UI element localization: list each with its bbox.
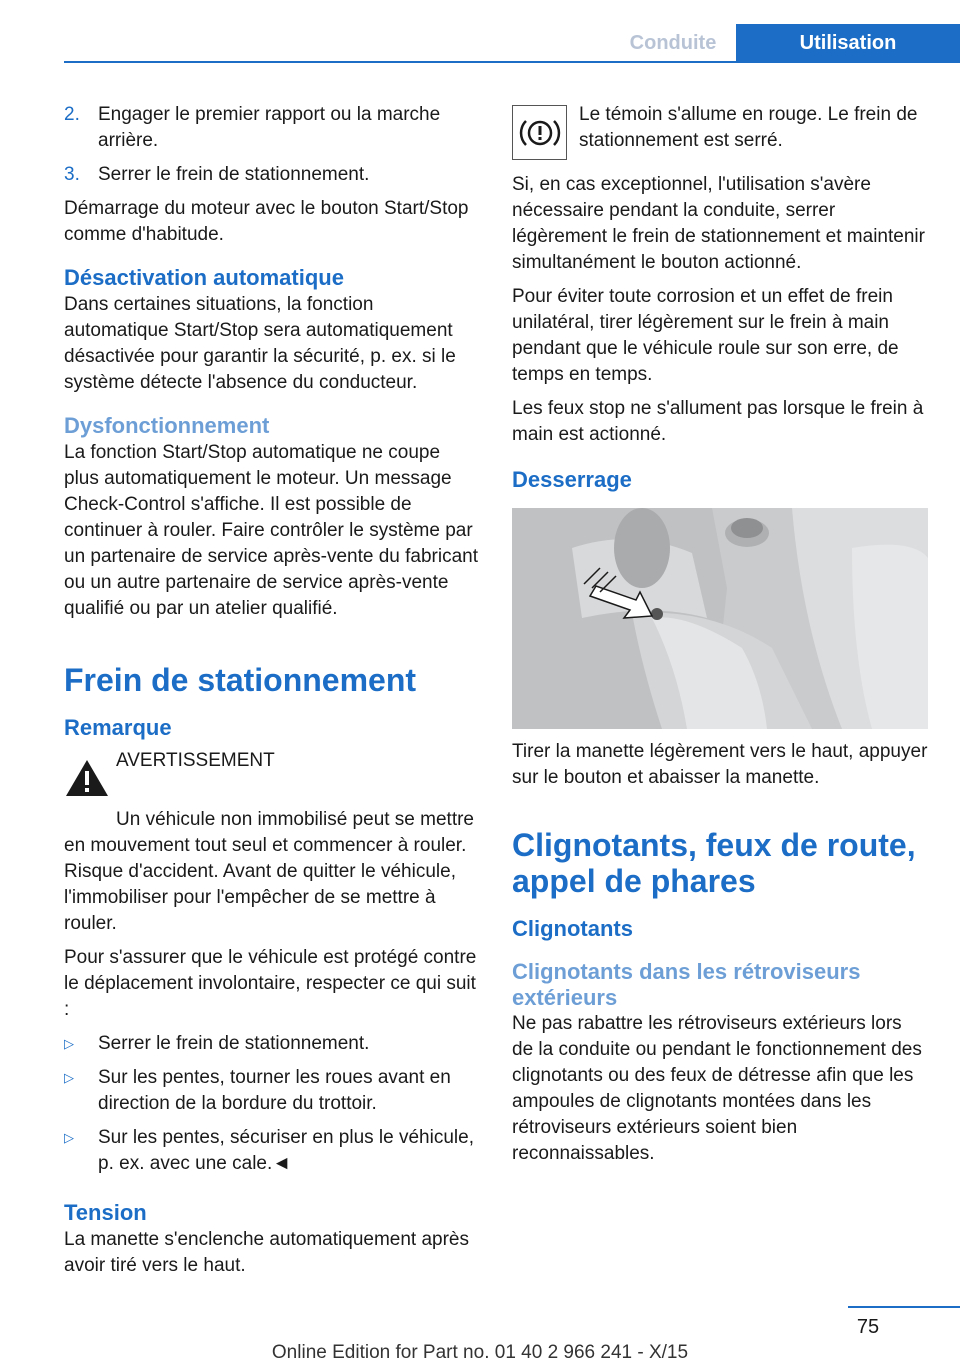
- start-note: Démarrage du moteur avec le bouton Start/Stop comme d'habitude.: [64, 198, 469, 245]
- list-item: [64, 1031, 479, 1057]
- step-text: Serrer le frein de stationnement.: [98, 164, 370, 185]
- parking-brake-warning-icon: [512, 105, 567, 160]
- list-item-text: Serrer le frein de stationnement.: [98, 1033, 370, 1054]
- release-text: Tirer la manette légèrement vers le haut, appuyer sur le bouton et abaisser la manette.: [512, 741, 928, 788]
- step-item: [64, 102, 479, 154]
- parking-brake-lever-image: [512, 508, 928, 729]
- warning-text: Un véhicule non immobilisé peut se mettre en mouvement tout seul et commencer à rouler. Risque d'accident. Avant de quitter le véhicule, l'immobiliser pour l'empêcher de se mettre à rouler.: [64, 809, 475, 934]
- auto-deactivation-text: Dans certaines situations, la fonction automatique Start/Stop sera automatiquement désactivée pour garantir la sécurité, p. ex. si le système détecte l'absence du conducteur.: [64, 294, 456, 393]
- secure-intro: Pour s'assurer que le véhicule est protégé contre le déplacement involontaire, respecter ce qui suit :: [64, 947, 477, 1020]
- list-item-text: Sur les pentes, sécuriser en plus le véhicule, p. ex. avec une cale.◄: [98, 1127, 474, 1174]
- page-header: [0, 24, 960, 62]
- right-column: [512, 102, 928, 1175]
- heading-release: Desserrage: [512, 467, 632, 492]
- indicator-text: Le témoin s'allume en rouge. Le frein de stationnement est serré.: [579, 104, 918, 151]
- heading-auto-deactivation: Désactivation automatique: [64, 265, 344, 290]
- left-column: [64, 102, 479, 1287]
- warning-triangle-icon: [64, 748, 116, 803]
- bullet-triangle-icon: ▷: [64, 1070, 74, 1085]
- heading-mirror-signals: Clignotants dans les rétroviseurs extérieurs: [512, 959, 861, 1010]
- header-rule: [64, 61, 960, 63]
- malfunction-text: La fonction Start/Stop automatique ne coupe plus automatiquement le moteur. Un message Check-Control s'affiche. Il est possible de continuer à rouler. Faire contrôler le système par un partenaire de service après-vente du fabricant ou un autre partenaire de service après-vente qualifié ou par un atelier qualifié.: [64, 442, 479, 619]
- brake-lights-text: Les feux stop ne s'allument pas lorsque le frein à main est actionné.: [512, 398, 924, 445]
- heading-remark: Remarque: [64, 715, 172, 740]
- bullet-triangle-icon: ▷: [64, 1036, 74, 1051]
- heading-clignotants: Clignotants: [512, 916, 633, 941]
- edition-footer: Online Edition for Part no. 01 40 2 966 241 - X/15: [271, 1342, 689, 1362]
- list-item: [64, 1125, 479, 1177]
- page-number: 75: [856, 1316, 880, 1338]
- heading-tension: Tension: [64, 1200, 147, 1225]
- step-text: Engager le premier rapport ou la marche arrière.: [98, 104, 441, 151]
- warning-title: AVERTISSEMENT: [116, 750, 275, 771]
- parking-brake-indicator: [512, 102, 928, 160]
- list-item: [64, 1065, 479, 1117]
- tension-text: La manette s'enclenche automatiquement après avoir tiré vers le haut.: [64, 1229, 469, 1276]
- header-section-conduite: Conduite: [629, 32, 717, 54]
- footer-rule: [848, 1306, 960, 1308]
- corrosion-text: Pour éviter toute corrosion et un effet de frein unilatéral, tirer légèrement sur le frein à main pendant que le véhicule roule sur son erre, de temps en temps.: [512, 286, 899, 385]
- heading-malfunction: Dysfonctionnement: [64, 413, 270, 438]
- step-item: [64, 162, 479, 188]
- step-number: 3.: [64, 164, 80, 185]
- list-item-text: Sur les pentes, tourner les roues avant en direction de la bordure du trottoir.: [98, 1067, 451, 1114]
- heading-parking-brake: Frein de stationnement: [64, 662, 417, 698]
- emergency-text: Si, en cas exceptionnel, l'utilisation s'avère nécessaire pendant la conduite, serrer légèrement le frein de stationnement et maintenir simultanément le bouton actionné.: [512, 174, 925, 273]
- bullet-triangle-icon: ▷: [64, 1130, 74, 1145]
- step-number: 2.: [64, 104, 80, 125]
- warning-block: [64, 748, 479, 803]
- mirror-signals-text: Ne pas rabattre les rétroviseurs extérieurs lors de la conduite ou pendant le fonctionnement des clignotants ou des feux de détresse afin que les ampoules de clignotants montées dans les rétroviseurs extérieurs soient bien reconnaissables.: [512, 1013, 922, 1164]
- header-section-utilisation: Utilisation: [736, 24, 960, 62]
- heading-turn-signals: Clignotants, feux de route, appel de phares: [512, 827, 916, 899]
